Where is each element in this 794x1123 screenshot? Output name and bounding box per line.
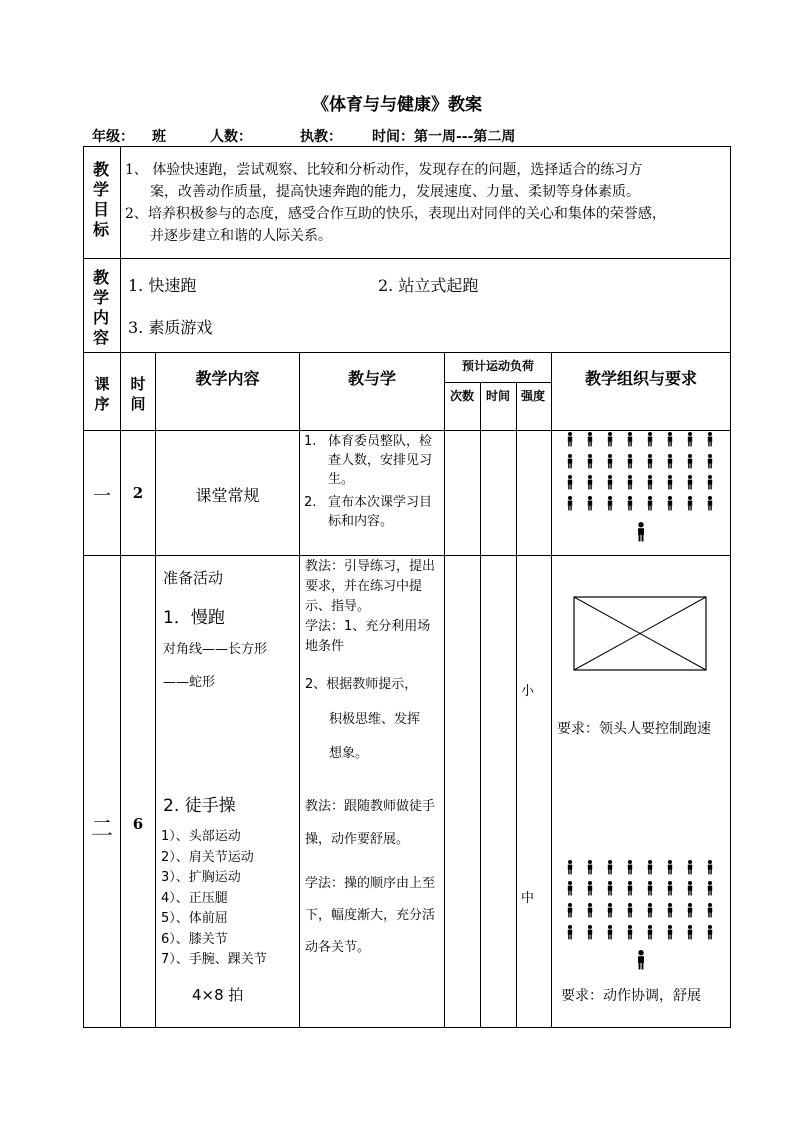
beats: 4×8 拍: [192, 986, 244, 1004]
person-icon: [588, 881, 592, 895]
person-icon: [608, 475, 612, 489]
person-icon: [708, 432, 712, 446]
person-icon: [668, 432, 672, 446]
header-count: 次数: [449, 389, 474, 403]
row1-content: 课堂常规: [195, 486, 260, 505]
person-icon: [568, 881, 572, 895]
person-icon: [608, 925, 612, 939]
person-icon: [688, 860, 692, 874]
person-icon: [688, 881, 692, 895]
row1-time: 2: [132, 484, 144, 502]
row1-order: 一: [93, 486, 111, 507]
person-icon: [588, 432, 592, 446]
list-item: 7）、手腕、踝关节: [161, 952, 267, 967]
student-formation-diagram: [560, 432, 726, 547]
person-icon: [568, 454, 572, 468]
person-icon: [628, 925, 632, 939]
teacher-icon: [638, 522, 644, 541]
header-intensity: 强度: [520, 389, 545, 403]
headcount-label: 人数：: [210, 129, 252, 145]
person-icon: [648, 432, 652, 446]
person-icon: [708, 881, 712, 895]
goal-line: 2、培养积极参与的态度，感受合作互助的快乐，表现出对同伴的关心和集体的荣誉感，: [125, 206, 666, 222]
class-label: 班: [152, 129, 166, 145]
header-teach-learn: 教与学: [347, 369, 396, 388]
header-order: 课序: [94, 375, 110, 413]
person-icon: [608, 860, 612, 874]
intensity-mid: 中: [521, 891, 535, 906]
learn-method: 学法：1、充分利用场地条件: [305, 619, 431, 654]
jog-path: ——蛇形: [163, 675, 216, 690]
list-item: 2. 宣布本次课学习目标和内容。: [304, 495, 433, 529]
learn-method: 想象。: [329, 746, 369, 761]
student-formation-diagram: [560, 858, 726, 976]
list-item: 6）、膝关节: [161, 931, 228, 947]
header-duration: 时间: [485, 389, 510, 403]
person-icon: [568, 475, 572, 489]
content-item: 2. 站立式起跑: [378, 276, 479, 295]
person-icon: [668, 881, 672, 895]
person-icon: [608, 454, 612, 468]
person-icon: [668, 903, 672, 917]
list-item: 2）、肩关节运动: [161, 849, 254, 865]
person-icon: [628, 475, 632, 489]
person-icon: [688, 432, 692, 446]
person-icon: [648, 454, 652, 468]
requirement-2: 要求：动作协调，舒展: [561, 988, 701, 1004]
person-icon: [588, 925, 592, 939]
person-icon: [608, 903, 612, 917]
person-icon: [628, 496, 632, 510]
goal-line: 并逐步建立和谐的人际关系。: [150, 228, 332, 244]
person-icon: [668, 454, 672, 468]
person-icon: [588, 860, 592, 874]
list-item: 3）、扩胸运动: [161, 870, 241, 885]
goal-line: 案，改善动作质量，提高快速奔跑的能力，发展速度、力量、柔韧等身体素质。: [150, 184, 640, 200]
person-icon: [648, 860, 652, 874]
person-icon: [568, 496, 572, 510]
list-item: 4）、正压腿: [161, 890, 228, 906]
person-icon: [708, 860, 712, 874]
list-item: 1）、头部运动: [161, 829, 241, 844]
list-item: 5）、体前屈: [161, 911, 228, 926]
person-icon: [648, 903, 652, 917]
person-icon: [588, 454, 592, 468]
person-icon: [648, 496, 652, 510]
person-icon: [668, 860, 672, 874]
warmup-title: 准备活动: [163, 569, 224, 587]
person-icon: [588, 903, 592, 917]
jog-path: 对角线——长方形: [163, 642, 268, 657]
person-icon: [648, 925, 652, 939]
content-item: 1. 快速跑: [128, 276, 197, 295]
person-icon: [628, 432, 632, 446]
field-diagram: [573, 596, 708, 672]
row1-teach-list: [304, 432, 442, 531]
content-item: 3. 素质游戏: [128, 318, 213, 337]
person-icon: [628, 454, 632, 468]
person-icon: [608, 496, 612, 510]
person-icon: [688, 454, 692, 468]
header-organization: 教学组织与要求: [584, 369, 697, 388]
exercise-title: 2. 徒手操: [163, 796, 236, 816]
person-icon: [708, 475, 712, 489]
intensity-low: 小: [521, 684, 535, 699]
person-icon: [688, 925, 692, 939]
person-icon: [648, 881, 652, 895]
teacher-icon: [638, 950, 644, 969]
person-icon: [708, 496, 712, 510]
requirement-1: 要求：领头人要控制跑速: [557, 721, 711, 737]
person-icon: [568, 925, 572, 939]
learn-method: 积极思维、发挥: [329, 712, 421, 727]
person-icon: [688, 903, 692, 917]
content-label: 教学内容: [92, 268, 109, 347]
header-load: 预计运动负荷: [461, 359, 534, 373]
person-icon: [568, 432, 572, 446]
page-title: 《体育与与健康》教案: [312, 95, 482, 115]
person-icon: [608, 881, 612, 895]
person-icon: [648, 475, 652, 489]
row2-teach-learn: [305, 557, 441, 964]
teach-method: 教法：引导练习，提出要求，并在练习中提示、指导。: [305, 559, 436, 614]
learn-method: 学法：操的顺序由上至下，幅度渐大，充分活动各关节。: [305, 876, 436, 955]
person-icon: [708, 925, 712, 939]
header-content: 教学内容: [195, 369, 260, 388]
list-item: 1. 体育委员整队，检查人数，安排见习生。: [304, 434, 433, 487]
row2-time: 6: [132, 815, 144, 833]
exercise-list: [161, 827, 267, 971]
person-icon: [668, 925, 672, 939]
person-icon: [628, 881, 632, 895]
teach-method: 教法：跟随教师做徒手操，动作要舒展。: [305, 799, 436, 847]
teacher-label: 执教：: [300, 129, 342, 145]
person-icon: [708, 903, 712, 917]
person-icon: [688, 496, 692, 510]
learn-method: 2、根据教师提示，: [305, 677, 418, 692]
person-icon: [708, 454, 712, 468]
person-icon: [668, 475, 672, 489]
jog-title: 1．慢跑: [163, 608, 225, 628]
person-icon: [628, 903, 632, 917]
person-icon: [688, 475, 692, 489]
person-icon: [628, 860, 632, 874]
person-icon: [588, 496, 592, 510]
person-icon: [568, 860, 572, 874]
grade-label: 年级：: [92, 129, 134, 145]
time-label: 时间：第一周---第二周: [372, 129, 516, 145]
person-icon: [588, 475, 592, 489]
person-icon: [668, 496, 672, 510]
row2-order: 二: [90, 817, 113, 842]
goals-label: 教学目标: [92, 160, 109, 239]
goal-line: 1、 体验快速跑，尝试观察、比较和分析动作，发现存在的问题，选择适合的练习方: [125, 162, 643, 178]
person-icon: [568, 903, 572, 917]
person-icon: [608, 432, 612, 446]
header-time: 时间: [130, 375, 146, 413]
